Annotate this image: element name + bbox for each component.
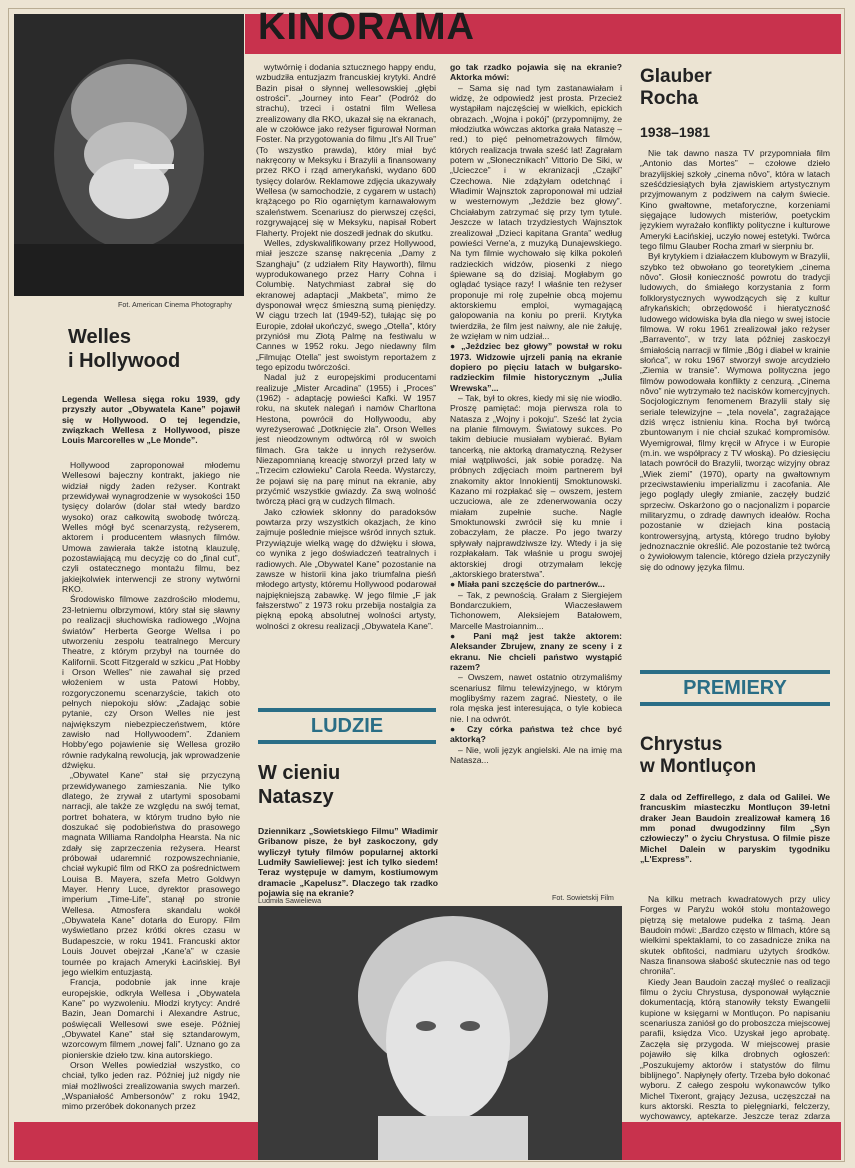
interview-question: ● Pani mąż jest także aktorem: Aleksander Zbrujew, znany ze sceny i z ekranu. Nie chcieli państwo wystąpić razem?	[450, 630, 622, 672]
bottom-bar-left	[14, 1122, 258, 1160]
premiery-title-line2: w Montluçon	[640, 756, 757, 777]
paragraph: Środowisko filmowe zazdrościło młodemu, 23-letniemu olbrzymowi, który stał się sławny po realizacji słuchowiska radiowego „Wojna światów” Herberta George Wellsa i po utworzeniu zespołu teatralnego Mercury Theatre, z którym przybył na tournée do Kalifornii. Scott Fitzgerald w szkicu „Pat Hobby i Orson Welles” nie zawahał się przed włożeniem w usta Patowi Hobby, rozgoryczonemu scenarzyście, takich oto pełnych niepokoju słów: „Zadając sobie pytanie, czy Orson Welles nie jest największym niebezpieczeństwem, które zawisło nad Hollywoodem”. Zdaniem Hobby'ego pojawienie się Wellesa groziło równie radykalną rewolucją, jak wprowadzenie dźwięku.	[62, 594, 240, 770]
paragraph: Nadal już z europejskimi producentami realizuje „Mister Arcadina” (1955) i „Proces” (1962) - adaptację powieści Kafki. W 1957 roku, na skutek nalegań i namów Charltona Hestona, powrócił do Hollywoodu, aby wyreżyserować „Dotknięcie zła”. Orson Welles jest nieodzownym odtwórcą ról w swoich filmach. Gra także u innych reżyserów. Niezapomnianą kreację stworzył przed laty w „Trzecim człowieku” Carola Reeda. Wystarczy, że pojawi się na parę minut na ekranie, aby przyćmić wszystkie gwiazdy. Za swą wolność twórczą płaci grą w cudzych filmach.	[256, 372, 436, 507]
interview-answer: – Nie, woli język angielski. Ale na imię ma Natasza...	[450, 744, 622, 766]
masthead-title: KINORAMA	[258, 6, 475, 48]
rocha-years: 1938–1981	[640, 124, 711, 140]
paragraph: Nie tak dawno nasza TV przypomniała film „Antonio das Mortes” – czołowe dzieło brazylijskiej szkoły „cinema nôvo”, która w latach sześćdziesiątych była zjawiskiem artystycznym przyjmowanym z podziwem na całym świecie. Kino gwałtowne, metaforyczne, korzeniami sięgające ludowych misteriów, poetyckim językiem wyrażało konflikty polityczne i kulturowe Ameryki Łacińskiej, uczyło nowej estetyki. Twórca tego filmu Glauber Rocha zmarł w sierpniu br.	[640, 148, 830, 252]
interview-line: go tak rzadko pojawia się na ekranie? Aktorka mówi:	[450, 62, 622, 83]
section-ludzie: LUDZIE	[258, 708, 436, 744]
paragraph: Jako człowiek skłonny do paradoksów powtarza przy wszystkich okazjach, że kino zajmuje poślednie miejsce wśród innych sztuk. Przywiązuje wielką wagę do dźwięku i słowa, co wynika z jego doświadczeń teatralnych i radiowych. Ale „Obywatel Kane” pozostanie na zawsze w historii kina jako triumfalna pieśń młodego artysty, któremu Hollywood podarował najpiękniejszą zabawkę. W jego filmie „F jak fałszerstwo” z 1973 roku przebija nostalgia za piękną epoką absolutnej wolności artysty, wolności z okresu realizacji „Obywatela Kane”.	[256, 506, 436, 631]
paragraph: Na kilku metrach kwadratowych przy ulicy Forges w Paryżu wokół stołu montażowego piętrzą się metalowe pudełka z taśmą. Jean Baudoin mówi: „Bardzo często w filmach, które są wielkimi spektaklami, to co zasadnicze znika na skutek obfitości, nadmiaru użytych środków. Nasza finansowa słabość skutecznie nas od tego chroniła”.	[640, 894, 830, 977]
rocha-column	[640, 148, 830, 658]
bottom-bar-right	[622, 1122, 841, 1160]
rocha-title-line1: Glauber	[640, 66, 712, 87]
ludzie-photo-credit: Fot. Sowietskij Film	[552, 893, 614, 902]
interview-question: ● „Jeździec bez głowy” powstał w roku 1973. Widzowie ujrzeli panią na ekranie dopiero po pięciu latach w bułgarsko-radzieckim filmie historycznym „Julia Wrewska”...	[450, 341, 622, 393]
ludzie-photo-caption: Ludmiła Sawieliewa	[258, 896, 322, 905]
welles-photo	[14, 14, 244, 296]
paragraph: Orson Welles powiedział wszystko, co chciał, tylko jeden raz. Później już nigdy nie miał możliwości zrealizowania swych marzeń. „Wspaniałość Ambersonów” z roku 1942, mimo przeróbek dokonanych przez	[62, 1059, 240, 1112]
paragraph: Welles, zdyskwalifikowany przez Hollywood, miał jeszcze szansę nakręcenia „Damy z Szanghaju” (z udziałem Rity Hayworth), filmu wyprodukowanego przez Harry Cohna i Columbię. Natychmiast zabrał się do ekranowej adaptacji „Makbeta”, mimo że dysponował wręcz śmieszną sumą pieniędzy. W ciągu trzech lat (1949-52), tułając się po Europie, zdołał ukończyć, swego „Otella”, który przyniósł mu Złotą Palmę na festiwalu w Cannes w 1952 roku. Jego niedawny film „Filmując Otella” jest swoistym reportażem z tego epizodu twórczości.	[256, 237, 436, 372]
ludzie-title-line2: Nataszy	[258, 786, 334, 808]
welles-photo-credit: Fot. American Cinema Photography	[118, 300, 232, 309]
ludzie-title-line1: W cieniu	[258, 762, 341, 784]
interview-answer: – Owszem, nawet ostatnio otrzymaliśmy scenariusz filmu telewizyjnego, w którym moglibyśmy razem zagrać. Niestety, o ile rola męska jest interesująca, o tyle kobieca nie. I na odwrót.	[450, 672, 622, 724]
welles-lead	[62, 394, 240, 446]
interview-answer: – Tak, był to okres, kiedy mi się nie wiodło. Proszę pamiętać: moja pierwsza rola to Natasza z „Wojny i pokoju”. Sześć lat życia na planie filmowym. Światowy sukces. Po takim debiucie musiałam wybierać. Byłam tancerką, nie aktorką dramatyczną. Reżyser miał wątpliwości, jak sobie poradzę. Na próbnych zdjęciach moim partnerem był znakomity aktor Innokientij Smoktunowski. Kazano mi rozpłakać się – owszem, jestem uczuciowa, ale ze zdenerwowania oczy miałam zupełnie suche. Nagle Smoktunowski zwrócił się ku mnie i zobaczyłam, że płacze. Po jego twarzy spływały najprawdziwsze łzy. Wtedy i ja się rozpłakałam. Tak właśnie u progu swojej aktorskiej drogi otrzymałam lekcję „aktorskiego braterstwa”.	[450, 393, 622, 579]
interview-answer: – Tak, z pewnością. Grałam z Siergiejem Bondarczukiem, Wiaczesławem Tichonowem, Aleksiejem Batałowem, Marcelle Mastroiannim...	[450, 589, 622, 631]
rocha-title-line2: Rocha	[640, 88, 699, 109]
paragraph: wytwórnię i dodania sztucznego happy endu, wzbudziła entuzjazm francuskiej krytyki. André Bazin pisał o słynnej wellesowskiej „głębi ostrości”. „Journey into Fear” (Podróż do strachu), trzeci i ostatni film Wellesa zrealizowany dla RKO, ukazał się na ekranach, ale w czołówce jako reżyser figurował Norman Foster. Na przygotowania do filmu „It's All True” (To wszystko prawda), który miał być nakręcony w Meksyku i Brazylii a finansowany przez RKO i rząd amerykański, wydano 600 tysięcy dolarów. Reklamowe zdjęcia ukazywały Wellesa (w samochodzie, z cygarem w ustach) krążącego po Rio ogarniętym karnawałowym szaleństwem. Scenariusz do pierwszej części, rozgrywającej się w Meksyku, napisał Robert Flaherty. Projekt nie doszedł jednak do skutku.	[256, 62, 436, 238]
premiery-column	[640, 894, 830, 1122]
paragraph: Był krytykiem i działaczem klubowym w Brazylii, szybko też obwołano go teoretykiem „cinema nôvo”. Głosił konieczność powrotu do tradycji ludowych, do śmiałego korzystania z form folklorystycznych wywodzących się z kultur afrykańskich; obrzędowość i hieratyczność ludowego widowiska była dla niego w swej istocie filmowa. W roku 1961 zrealizował jako reżyser „Barravento”, w trzy lata później zaskoczył śmiałością narracji w filmie „Bóg i diabeł w krainie słońca”, w roku 1967 stworzył swoje arcydzieło „Ziemia w transie”. Wymowa polityczna jego filmów powodowała konflikty z cenzurą. „Cinema nôvo” nie wytrzymało też nacisków komercyjnych. Socjologicznym fenomenem Brazylii stały się seriale telewizyjne – „tela novela”, zagrażające dziś wręcz istnieniu kina. Rocha był twórcą zbuntowanym i nie chciał szukać kompromisów. Wyemigrował, filmy kręcił w Afryce i w Europie (m.in. we współpracy z TV włoską). Po dziesięciu latach powrócił do Brazylii, tworząc wizyjny obraz „Wiek ziemi” (1970), oparty na gwałtownym przeciwstawieniu imperializmu i zacofania. Ale jego poglądy uległy zmianie, zaczęły budzić sprzeciw. Oskarżono go o nacjonalizm i poparcie militaryzmu, o zdradę dawnych ideałów. Rocha pozostanie w dziejach kina postacią kontrowersyjną, artystą, którego trudno byłoby jednoznacznie określić. Ale pozostanie też twórcą o żywiołowym talencie, którego dzieła przyczyniły się do odnowy języka filmu.	[640, 251, 830, 572]
sawieliewa-photo	[258, 906, 622, 1160]
premiery-lead	[640, 792, 830, 888]
welles-title-line1: Welles	[68, 326, 131, 348]
section-premiery: PREMIERY	[640, 670, 830, 706]
ludzie-lead	[258, 826, 438, 899]
welles-title-line2: i Hollywood	[68, 350, 181, 372]
paragraph: Hollywood zaproponował młodemu Wellesowi bajeczny kontrakt, jakiego nie widział nigdy żaden reżyser. Kontrakt przewidywał wynagrodzenie w wysokości 150 tysięcy dolarów (dolar stał wtedy bardzo wysoko) oraz całkowitą swobodę twórczą. Welles mógł być scenarzystą, reżyserem, aktorem i producentem własnych filmów. Umowa zawierała także istotną klauzulę, pozostawiającą mu decyzję co do „final cut”, czyli ostatecznego montażu filmu, bez jakiejkolwiek interwencji ze strony wytwórni RKO.	[62, 460, 240, 595]
welles-lead-text: Legenda Wellesa sięga roku 1939, gdy przyszły autor „Obywatela Kane” pojawił się w Hollywood. O tej legendzie, związkach Wellesa z Hollywood, pisze Louis Marcorelles w „Le Monde”.	[62, 394, 240, 446]
paragraph: Kiedy Jean Baudoin zaczął myśleć o realizacji filmu o życiu Chrystusa, dysponował wyłącznie dokumentacją, którą stanowiły teksty Ewangelii kupione w księgarni w Montluçon. Po napisaniu scenariusza zaniósł go do proboszcza miejscowej parafii, księdza Vico. Uzyskał jego aprobatę. Zaczęła się przygoda. W miejscowej prasie pojawiło się kilka drobnych ogłoszeń: „Poszukujemy aktorów i statystów do filmu biblijnego”. Napłynęły oferty. Trzeba było dokonać wyboru. Z całego zespołu wykonawców tylko Michel Tixeront, grający Jezusa, uczęszczał na kurs aktorski. Reszta to pielęgniarki, felczerzy, wychowawcy, aptekarze. Jeszcze teraz zdarza	[640, 976, 830, 1122]
welles-column-1	[62, 460, 240, 1122]
ludzie-column	[450, 62, 622, 884]
welles-column-2	[256, 62, 436, 710]
interview-line: – Sama się nad tym zastanawiałam i widzę, że odpowiedź jest prosta. Przecież wystąpiłam najczęściej w wielkich, epickich obrazach. „Wojna i pokój” (przypomnijmy, że młodziutka wówczas aktorka grała Nataszę – red.) to pięć pełnometrażowych filmów, których realizacja trwała sześć lat! Zagrałam potem w „Słonecznikach” Vittorio De Siki, w „Ucieczce” i w ekranizacji „Czajki” Czechowa. Nie zdążyłam odetchnąć i Władimir Wajnsztok zaproponował mi udział w westernowym „Jeździe bez głowy”. Chciałabym zatrzymać się przy tym tytule. Jeszcze w latach trzydziestych Wajnsztok zrealizował „Dzieci kapitana Granta” według powieści Verne'a, z muzyką Dunajewskiego. Na tym filmie wychowało się kilka pokoleń radzieckich widzów, piosenki z niego śpiewane są do dzisiaj. Mogłabym go oglądać tysiące razy! I właśnie ten reżyser proponuje mi rolę zupełnie obcą mojemu aktorskiemu emploi, wymagającą galopowania na koniu po prerii. Krytyka twierdziła, że film jest naiwny, ale nie żałuję, że wzięłam w nim udział...	[450, 82, 622, 341]
paragraph: Francja, podobnie jak inne kraje europejskie, odkryła Wellesa i „Obywatela Kane” po wyzwoleniu. Młodzi krytycy: André Bazin, Jean Domarchi i Alexandre Astruc, poświęcali Wellesowi swe eseje. Później „Obywatel Kane” stał się sztandarowym, wzorcowym filmem „nowej fali”. Uznano go za pionierskie dzieło tzw. kina autorskiego.	[62, 977, 240, 1060]
interview-question: ● Czy córka państwa też chce być aktorką?	[450, 724, 622, 745]
ludzie-lead-text: Dziennikarz „Sowietskiego Filmu” Władimir Gribanow pisze, że był zaskoczony, gdy wyliczył tytuły filmów popularnej aktorki Ludmiły Sawieliewej: jest ich tylko siedem! Teraz występuje w damym, kostiumowym dramacie „Kapelusz”. Dlaczego tak rzadko pojawia się na ekranie?	[258, 826, 438, 899]
premiery-lead-text: Z dala od Zeffirellego, z dala od Galilei. We francuskim miasteczku Montluçon 39-letni draker Jean Baudoin zrealizował kamerą 16 mm ponad dwugodzinny film „Syn człowieczy” o życiu Chrystusa. O filmie pisze Michel Dalein w paryskim tygodniku „L'Express”.	[640, 792, 830, 865]
premiery-title-line1: Chrystus	[640, 734, 723, 755]
interview-question: ● Miała pani szczęście do partnerów...	[450, 579, 605, 590]
paragraph: „Obywatel Kane” stał się przyczyną przewidywanego zamieszania. Nie tylko dlatego, że zrywał z utartymi sposobami narracji, ale także ze względu na swój temat, portret bohatera, w którym trudno było nie doszukać się podobieństwa do prasowego magnata Williama Randolpha Hearsta. Na nic zdały się zaprzeczenia reżysera. Hearst próbował udaremnić rozpowszechnianie, chciał wykupić film od RKO za pośrednictwem Louisa B. Mayera, szefa Metro Goldwyn Mayer. Henry Luce, dyrektor prasowego imperium „Time-Life”, stanął po stronie Wellesa. Atmosfera skandalu wokół „Obywatela Kane” dotarła do Europy. Film wyświetlano przez krótki okres czasu w Budapeszcie, w roku 1941. Francuski aktor Louis Jouvet obejrzał „Kane'a” w czasie tournée po krajach Ameryki Łacińskiej. Był jego wielkim entuzjastą.	[62, 770, 240, 977]
